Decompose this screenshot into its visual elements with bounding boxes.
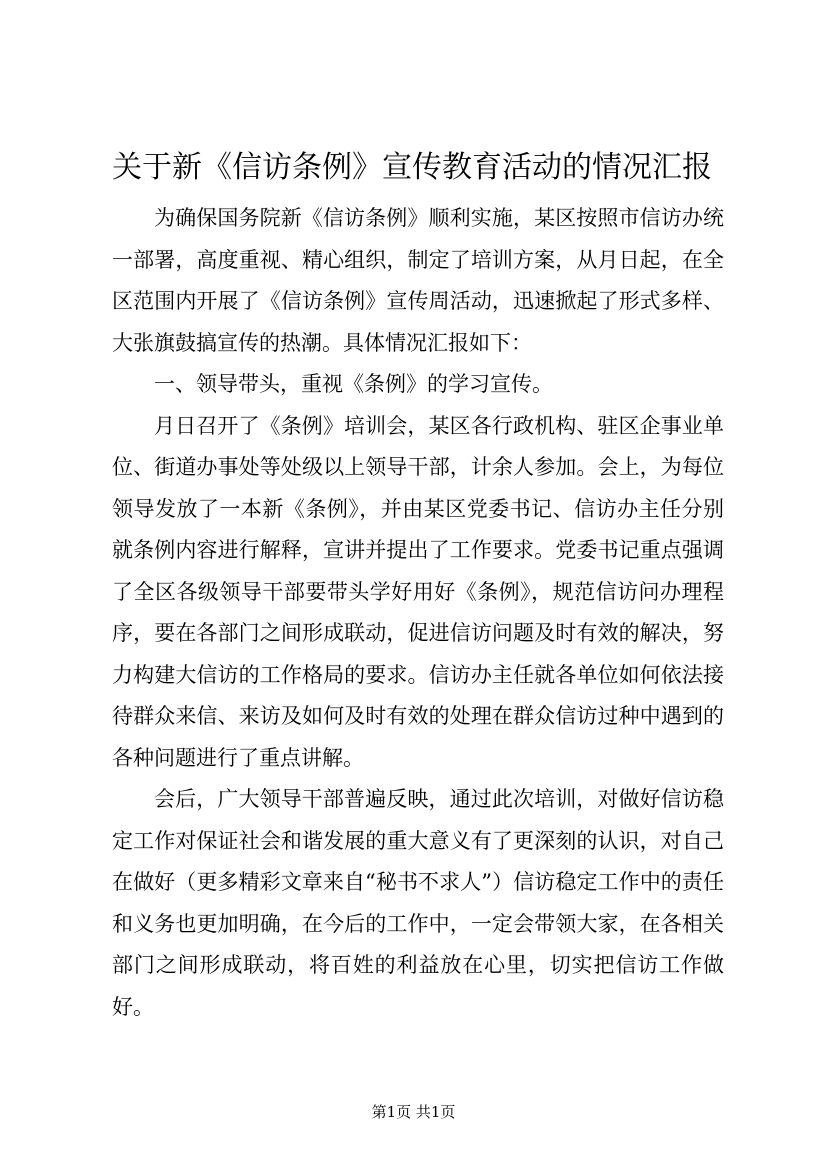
paragraph-training-meeting: 月日召开了《条例》培训会，某区各行政机构、驻区企事业单位、街道办事处等处级以上领导干部，计余人参加。会上，为每位领导发放了一本新《条例》，并由某区党委书记、信访办主任分别就条例内容进行解释，宣讲并提出了工作要求。党委书记重点强调了全区各级领导干部要带头学好用好《条例》，规范信访问办理程序，要在各部门之间形成联动，促进信访问题及时有效的解决，努力构建大信访的工作格局的要求。信访办主任就各单位如何依法接待群众来信、来访及如何及时有效的处理在群众信访过种中遇到的各种问题进行了重点讲解。 xyxy=(112,413,724,770)
page-number-footer: 第1页 共1页 xyxy=(371,1103,456,1121)
paragraph-feedback: 会后，广大领导干部普遍反映，通过此次培训，对做好信访稳定工作对保证社会和谐发展的重大意义有了更深刻的认识，对自己在做好（更多精彩文章来自“秘书不求人”）信访稳定工作中的责任和义务也更加明确，在今后的工作中，一定会带领大家，在各相关部门之间形成联动，将百姓的利益放在心里，切实把信访工作做好。 xyxy=(112,787,724,1019)
document-title: 关于新《信访条例》宣传教育活动的情况汇报 xyxy=(112,150,712,185)
paragraph-section-heading: 一、领导带头，重视《条例》的学习宣传。 xyxy=(154,372,553,396)
paragraph-intro: 为确保国务院新《信访条例》顺利实施，某区按照市信访办统一部署，高度重视、精心组织，制定了培训方案，从月日起，在全区范围内开展了《信访条例》宣传周活动，迅速掀起了形式多样、大张旗鼓搞宣传的热潮。具体情况汇报如下： xyxy=(112,206,724,355)
document-body xyxy=(112,198,724,1028)
